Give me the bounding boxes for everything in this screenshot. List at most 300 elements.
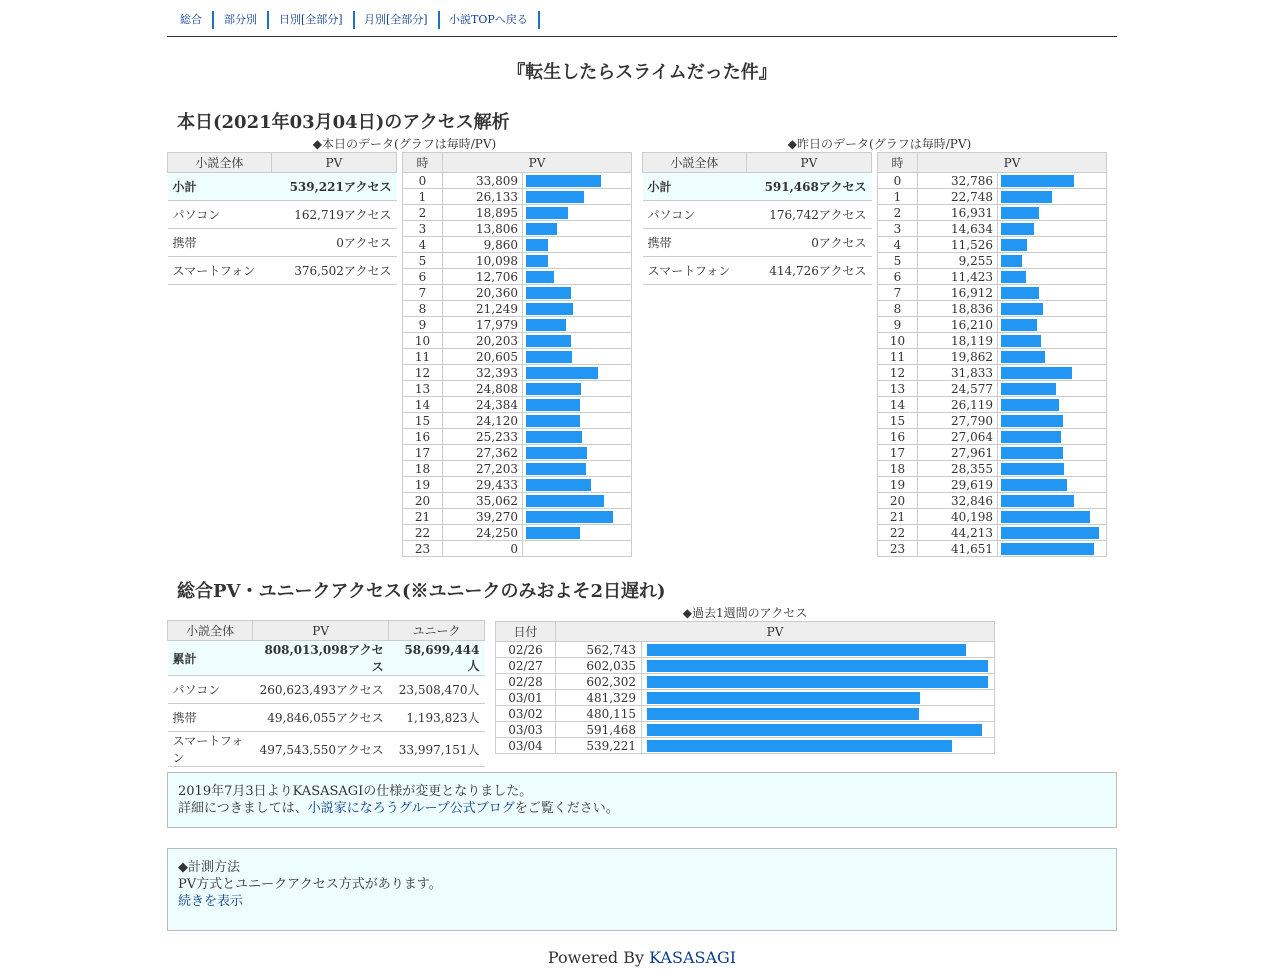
- week-table: [495, 621, 995, 754]
- row-value: 0アクセス: [746, 229, 871, 257]
- hour-row: [878, 397, 1107, 413]
- bar-cell: [642, 690, 995, 706]
- hour-label: 13: [878, 381, 918, 397]
- row-label: スマートフォン: [168, 732, 253, 767]
- table-row: [168, 732, 485, 767]
- nav-daily[interactable]: 日別[全部分]: [266, 11, 355, 29]
- hour-label: 15: [403, 413, 443, 429]
- bar-cell: [523, 525, 632, 541]
- hour-row: [403, 269, 632, 285]
- hour-label: 19: [403, 477, 443, 493]
- hour-row: [403, 285, 632, 301]
- hour-row: [878, 509, 1107, 525]
- hour-value: 27,362: [443, 445, 523, 461]
- pv-bar: [526, 527, 580, 539]
- today-caption: ◆本日のデータ(グラフは毎時/PV): [312, 137, 497, 151]
- week-date: 02/27: [496, 658, 556, 674]
- hour-row: [403, 509, 632, 525]
- pv-bar: [1001, 399, 1059, 411]
- bar-cell: [998, 365, 1107, 381]
- hour-value: 29,619: [918, 477, 998, 493]
- row-unique: 23,508,470人: [389, 676, 485, 704]
- hour-row: [403, 381, 632, 397]
- bar-cell: [523, 333, 632, 349]
- bar-cell: [998, 173, 1107, 189]
- pv-bar: [1001, 511, 1090, 523]
- bar-cell: [998, 333, 1107, 349]
- hour-label: 15: [878, 413, 918, 429]
- notice-title: ◆計測方法: [178, 860, 240, 875]
- hour-label: 3: [403, 221, 443, 237]
- hour-label: 20: [403, 493, 443, 509]
- bar-cell: [523, 477, 632, 493]
- header-hour: 時: [403, 153, 443, 173]
- hour-label: 7: [403, 285, 443, 301]
- header-pv: PV: [556, 622, 995, 642]
- hour-label: 6: [403, 269, 443, 285]
- table-row: [168, 676, 485, 704]
- hour-value: 20,605: [443, 349, 523, 365]
- hour-row: [403, 349, 632, 365]
- pv-bar: [647, 708, 919, 720]
- table-row: [643, 229, 872, 257]
- hour-row: [878, 285, 1107, 301]
- yesterday-summary-table: [642, 152, 872, 285]
- pv-bar: [526, 335, 571, 347]
- hour-label: 17: [878, 445, 918, 461]
- bar-cell: [642, 722, 995, 738]
- pv-bar: [647, 644, 966, 656]
- bar-cell: [523, 461, 632, 477]
- hour-value: 18,895: [443, 205, 523, 221]
- pv-bar: [1001, 447, 1063, 459]
- hour-row: [403, 397, 632, 413]
- hour-value: 18,119: [918, 333, 998, 349]
- hour-label: 10: [878, 333, 918, 349]
- hour-value: 13,806: [443, 221, 523, 237]
- bar-cell: [523, 301, 632, 317]
- pv-bar: [526, 271, 554, 283]
- hour-value: 10,098: [443, 253, 523, 269]
- pv-bar: [1001, 303, 1043, 315]
- hour-label: 22: [878, 525, 918, 541]
- pv-bar: [526, 319, 566, 331]
- row-value: 376,502アクセス: [271, 257, 396, 285]
- bar-cell: [523, 349, 632, 365]
- notice-line: PV方式とユニークアクセス方式があります。: [178, 877, 442, 892]
- row-label: パソコン: [168, 676, 253, 704]
- bar-cell: [523, 397, 632, 413]
- hour-row: [403, 541, 632, 557]
- hour-value: 24,384: [443, 397, 523, 413]
- hour-value: 20,360: [443, 285, 523, 301]
- bar-cell: [523, 493, 632, 509]
- bar-cell: [998, 445, 1107, 461]
- hour-value: 16,931: [918, 205, 998, 221]
- bar-cell: [523, 189, 632, 205]
- bar-cell: [998, 301, 1107, 317]
- hour-value: 32,786: [918, 173, 998, 189]
- hour-row: [878, 349, 1107, 365]
- page-title: 『転生したらスライムだった件』: [507, 62, 777, 83]
- header-unique: ユニーク: [389, 621, 485, 641]
- row-label: 小計: [168, 173, 272, 201]
- bar-cell: [642, 642, 995, 658]
- hour-label: 10: [403, 333, 443, 349]
- hour-value: 27,064: [918, 429, 998, 445]
- hour-row: [878, 493, 1107, 509]
- row-value: 591,468アクセス: [746, 173, 871, 201]
- today-summary-table: [167, 152, 397, 285]
- pv-bar: [526, 351, 572, 363]
- hour-value: 27,961: [918, 445, 998, 461]
- bar-cell: [642, 706, 995, 722]
- hour-label: 2: [878, 205, 918, 221]
- row-label: 累計: [168, 641, 253, 676]
- bar-cell: [998, 285, 1107, 301]
- bar-cell: [998, 493, 1107, 509]
- week-row: [496, 642, 995, 658]
- header-date: 日付: [496, 622, 556, 642]
- pv-bar: [1001, 271, 1026, 283]
- pv-bar: [526, 207, 568, 219]
- pv-bar: [1001, 207, 1039, 219]
- bar-cell: [523, 365, 632, 381]
- hour-label: 7: [878, 285, 918, 301]
- week-pv: 602,302: [556, 674, 642, 690]
- pv-bar: [1001, 415, 1063, 427]
- hour-label: 0: [878, 173, 918, 189]
- yesterday-caption: ◆昨日のデータ(グラフは毎時/PV): [787, 137, 972, 151]
- bar-cell: [523, 285, 632, 301]
- bar-cell: [998, 237, 1107, 253]
- week-pv: 602,035: [556, 658, 642, 674]
- bar-cell: [523, 237, 632, 253]
- bar-cell: [642, 658, 995, 674]
- pv-bar: [1001, 367, 1072, 379]
- header-novel-total: 小説全体: [168, 153, 272, 173]
- hour-row: [878, 301, 1107, 317]
- hour-row: [878, 317, 1107, 333]
- pv-bar: [526, 415, 580, 427]
- hour-row: [878, 221, 1107, 237]
- notice-line: 2019年7月3日よりKASASAGIの仕様が変更となりました。: [178, 784, 533, 799]
- header-novel-total: 小説全体: [168, 621, 253, 641]
- hour-row: [878, 429, 1107, 445]
- pv-bar: [1001, 351, 1045, 363]
- hour-row: [878, 253, 1107, 269]
- hour-label: 2: [403, 205, 443, 221]
- bar-cell: [998, 413, 1107, 429]
- hour-label: 20: [878, 493, 918, 509]
- hour-value: 14,634: [918, 221, 998, 237]
- hour-row: [878, 445, 1107, 461]
- week-pv: 481,329: [556, 690, 642, 706]
- pv-bar: [526, 223, 557, 235]
- notice-text: 詳細につきましては、: [178, 801, 308, 816]
- nav-overall[interactable]: 総合: [167, 11, 214, 29]
- hour-row: [403, 365, 632, 381]
- hour-row: [403, 493, 632, 509]
- hour-value: 16,210: [918, 317, 998, 333]
- row-label: スマートフォン: [643, 257, 747, 285]
- total-heading: 総合PV・ユニークアクセス(※ユニークのみおよそ2日遅れ): [177, 581, 666, 602]
- hour-value: 25,233: [443, 429, 523, 445]
- row-value: 0アクセス: [271, 229, 396, 257]
- pv-bar: [1001, 191, 1052, 203]
- table-row: [168, 641, 485, 676]
- week-pv: 562,743: [556, 642, 642, 658]
- hour-value: 39,270: [443, 509, 523, 525]
- hour-label: 9: [878, 317, 918, 333]
- footer: [0, 948, 1284, 967]
- pv-bar: [526, 175, 601, 187]
- row-value: 162,719アクセス: [271, 201, 396, 229]
- hour-row: [878, 365, 1107, 381]
- hour-row: [878, 237, 1107, 253]
- bar-cell: [523, 413, 632, 429]
- hour-label: 22: [403, 525, 443, 541]
- table-row: [643, 201, 872, 229]
- official-blog-link[interactable]: 小説家になろうグループ公式ブログ: [307, 801, 515, 816]
- pv-bar: [1001, 319, 1037, 331]
- hour-label: 11: [878, 349, 918, 365]
- hour-value: 11,526: [918, 237, 998, 253]
- hour-value: 33,809: [443, 173, 523, 189]
- notice-text: をご覧ください。: [514, 801, 619, 816]
- hour-label: 3: [878, 221, 918, 237]
- hour-label: 17: [403, 445, 443, 461]
- hour-row: [403, 525, 632, 541]
- bar-cell: [998, 381, 1107, 397]
- pv-bar: [526, 255, 548, 267]
- hour-value: 40,198: [918, 509, 998, 525]
- hour-value: 27,790: [918, 413, 998, 429]
- hour-value: 27,203: [443, 461, 523, 477]
- spec-change-notice: [167, 772, 1117, 828]
- hour-value: 11,423: [918, 269, 998, 285]
- hour-row: [403, 333, 632, 349]
- week-row: [496, 738, 995, 754]
- bar-cell: [642, 738, 995, 754]
- row-value: 539,221アクセス: [271, 173, 396, 201]
- pv-bar: [526, 239, 548, 251]
- hour-label: 14: [878, 397, 918, 413]
- week-date: 03/01: [496, 690, 556, 706]
- bar-cell: [998, 349, 1107, 365]
- hour-row: [878, 269, 1107, 285]
- measurement-notice: [167, 848, 1117, 931]
- bar-cell: [523, 173, 632, 189]
- hour-row: [403, 317, 632, 333]
- week-date: 03/02: [496, 706, 556, 722]
- hour-row: [403, 429, 632, 445]
- hour-row: [403, 477, 632, 493]
- row-unique: 1,193,823人: [389, 704, 485, 732]
- hour-label: 4: [878, 237, 918, 253]
- hour-row: [878, 381, 1107, 397]
- bar-cell: [523, 317, 632, 333]
- hour-label: 1: [878, 189, 918, 205]
- week-pv: 539,221: [556, 738, 642, 754]
- row-unique: 33,997,151人: [389, 732, 485, 767]
- pv-bar: [647, 676, 988, 688]
- week-date: 02/26: [496, 642, 556, 658]
- header-pv: PV: [443, 153, 632, 173]
- hour-label: 9: [403, 317, 443, 333]
- bar-cell: [523, 221, 632, 237]
- bar-cell: [523, 429, 632, 445]
- hour-value: 26,133: [443, 189, 523, 205]
- hour-value: 21,249: [443, 301, 523, 317]
- hour-label: 11: [403, 349, 443, 365]
- hour-value: 31,833: [918, 365, 998, 381]
- pv-bar: [526, 463, 586, 475]
- bar-cell: [998, 397, 1107, 413]
- pv-bar: [1001, 463, 1064, 475]
- week-pv: 591,468: [556, 722, 642, 738]
- hour-value: 24,120: [443, 413, 523, 429]
- row-pv: 260,623,493アクセス: [253, 676, 389, 704]
- header-pv: PV: [253, 621, 389, 641]
- hour-value: 9,255: [918, 253, 998, 269]
- nav-novel-top[interactable]: 小説TOPへ戻る: [436, 11, 540, 29]
- hour-row: [878, 333, 1107, 349]
- hour-value: 19,862: [918, 349, 998, 365]
- pv-bar: [526, 399, 580, 411]
- header-pv: PV: [746, 153, 871, 173]
- pv-bar: [526, 431, 582, 443]
- row-label: パソコン: [168, 201, 272, 229]
- notice-line: [178, 800, 1106, 817]
- row-value: 176,742アクセス: [746, 201, 871, 229]
- hour-row: [878, 541, 1107, 557]
- bar-cell: [998, 253, 1107, 269]
- pv-bar: [526, 191, 584, 203]
- hour-value: 26,119: [918, 397, 998, 413]
- nav-by-part[interactable]: 部分別: [211, 11, 269, 29]
- hour-label: 0: [403, 173, 443, 189]
- bar-cell: [523, 253, 632, 269]
- hour-label: 19: [878, 477, 918, 493]
- table-row: [643, 173, 872, 201]
- show-more-link[interactable]: 続きを表示: [178, 894, 244, 909]
- row-label: パソコン: [643, 201, 747, 229]
- hour-row: [403, 173, 632, 189]
- top-nav: [167, 0, 1117, 37]
- hour-row: [878, 205, 1107, 221]
- row-label: 携帯: [643, 229, 747, 257]
- bar-cell: [523, 381, 632, 397]
- row-pv: 808,013,098アクセス: [253, 641, 389, 676]
- hour-label: 18: [878, 461, 918, 477]
- hour-value: 0: [443, 541, 523, 557]
- pv-bar: [1001, 479, 1067, 491]
- row-pv: 49,846,055アクセス: [253, 704, 389, 732]
- table-row: [168, 704, 485, 732]
- hour-row: [878, 525, 1107, 541]
- week-pv: 480,115: [556, 706, 642, 722]
- hour-value: 44,213: [918, 525, 998, 541]
- hour-row: [403, 205, 632, 221]
- bar-cell: [523, 205, 632, 221]
- hour-value: 12,706: [443, 269, 523, 285]
- hour-value: 41,651: [918, 541, 998, 557]
- kasasagi-link[interactable]: KASASAGI: [649, 948, 737, 967]
- bar-cell: [998, 477, 1107, 493]
- hour-value: 35,062: [443, 493, 523, 509]
- hour-label: 21: [403, 509, 443, 525]
- pv-bar: [1001, 239, 1027, 251]
- hour-row: [878, 461, 1107, 477]
- hour-row: [403, 445, 632, 461]
- hour-value: 24,808: [443, 381, 523, 397]
- table-row: [168, 173, 397, 201]
- row-value: 414,726アクセス: [746, 257, 871, 285]
- powered-text: Powered By: [547, 948, 645, 967]
- hour-value: 9,860: [443, 237, 523, 253]
- pv-bar: [647, 692, 920, 704]
- header-hour: 時: [878, 153, 918, 173]
- pv-bar: [1001, 527, 1099, 539]
- bar-cell: [998, 525, 1107, 541]
- hour-label: 16: [878, 429, 918, 445]
- pv-bar: [526, 479, 591, 491]
- hour-row: [878, 189, 1107, 205]
- bar-cell: [998, 509, 1107, 525]
- week-row: [496, 706, 995, 722]
- hour-label: 13: [403, 381, 443, 397]
- table-row: [168, 257, 397, 285]
- hour-value: 17,979: [443, 317, 523, 333]
- pv-bar: [1001, 495, 1074, 507]
- pv-bar: [1001, 383, 1056, 395]
- hour-label: 12: [403, 365, 443, 381]
- hour-row: [403, 237, 632, 253]
- week-caption: ◆過去1週間のアクセス: [682, 606, 808, 620]
- hour-row: [878, 477, 1107, 493]
- hour-row: [403, 301, 632, 317]
- hour-label: 14: [403, 397, 443, 413]
- pv-bar: [1001, 255, 1022, 267]
- pv-bar: [526, 447, 587, 459]
- pv-bar: [647, 740, 952, 752]
- week-date: 02/28: [496, 674, 556, 690]
- week-row: [496, 690, 995, 706]
- pv-bar: [1001, 335, 1041, 347]
- pv-bar: [526, 495, 604, 507]
- pv-bar: [1001, 543, 1094, 555]
- hour-label: 23: [403, 541, 443, 557]
- page: [167, 0, 1117, 909]
- table-row: [168, 229, 397, 257]
- row-unique: 58,699,444人: [389, 641, 485, 676]
- hour-label: 8: [403, 301, 443, 317]
- week-row: [496, 722, 995, 738]
- week-date: 03/03: [496, 722, 556, 738]
- bar-cell: [523, 541, 632, 557]
- pv-bar: [1001, 223, 1034, 235]
- hour-row: [403, 221, 632, 237]
- nav-monthly[interactable]: 月別[全部分]: [351, 11, 440, 29]
- pv-bar: [526, 287, 571, 299]
- pv-bar: [647, 724, 982, 736]
- hour-value: 28,355: [918, 461, 998, 477]
- pv-bar: [526, 511, 613, 523]
- pv-bar: [526, 303, 573, 315]
- hour-value: 32,393: [443, 365, 523, 381]
- hour-value: 24,577: [918, 381, 998, 397]
